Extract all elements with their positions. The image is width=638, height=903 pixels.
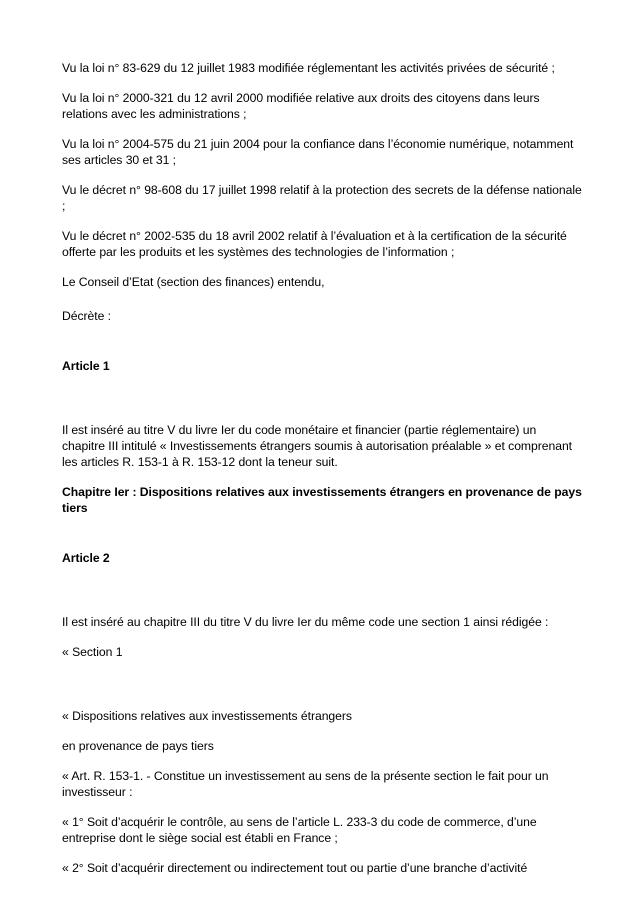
document-body [62,60,582,890]
article-2-heading: Article 2 [62,551,110,565]
article-r153-1-item-1: « 1° Soit d’acquérir le contrôle, au sens de l’article L. 233-3 du code de commerce, d’une entreprise dont le siège social est établi en France ; [62,815,537,845]
section-1-title-line-2: en provenance de pays tiers [62,739,214,753]
recital-loi-83-629: Vu la loi n° 83-629 du 12 juillet 1983 modifiée réglementant les activités privées de sécurité ; [62,61,555,75]
recital-loi-2000-321: Vu la loi n° 2000-321 du 12 avril 2000 modifiée relative aux droits des citoyens dans leurs relations avec les administrations ; [62,91,540,121]
section-1-heading: « Section 1 [62,645,123,659]
chapitre-1-heading: Chapitre Ier : Dispositions relatives aux investissements étrangers en provenance de pays tiers [62,485,582,515]
article-r153-1-item-2: « 2° Soit d’acquérir directement ou indirectement tout ou partie d’une branche d’activité [62,861,528,875]
article-2-body: Il est inséré au chapitre III du titre V du livre Ier du même code une section 1 ainsi rédigée : [62,615,549,629]
article-1-body: Il est inséré au titre V du livre Ier du code monétaire et financier (partie réglementaire) un chapitre III intitulé « Investissements étrangers soumis à autorisation préalable » et comprenant les articles R. 153-1 à R. 153-12 dont la teneur suit. [62,423,573,469]
article-1-heading: Article 1 [62,359,110,373]
section-1-title-line-1: « Dispositions relatives aux investissements étrangers [62,709,352,723]
conseil-etat-statement: Le Conseil d’Etat (section des finances) entendu, [62,275,325,289]
recital-decret-2002-535: Vu le décret n° 2002-535 du 18 avril 2002 relatif à l’évaluation et à la certification de la sécurité offerte par les produits et les systèmes des technologies de l’information ; [62,229,567,259]
article-r153-1: « Art. R. 153-1. - Constitue un investissement au sens de la présente section le fait pour un investisseur : [62,769,549,799]
recital-decret-98-608: Vu le décret n° 98-608 du 17 juillet 1998 relatif à la protection des secrets de la défense nationale ; [62,183,582,213]
recital-loi-2004-575: Vu la loi n° 2004-575 du 21 juin 2004 pour la confiance dans l’économie numérique, notamment ses articles 30 et 31 ; [62,137,574,167]
decrete-heading: Décrète : [62,309,111,323]
